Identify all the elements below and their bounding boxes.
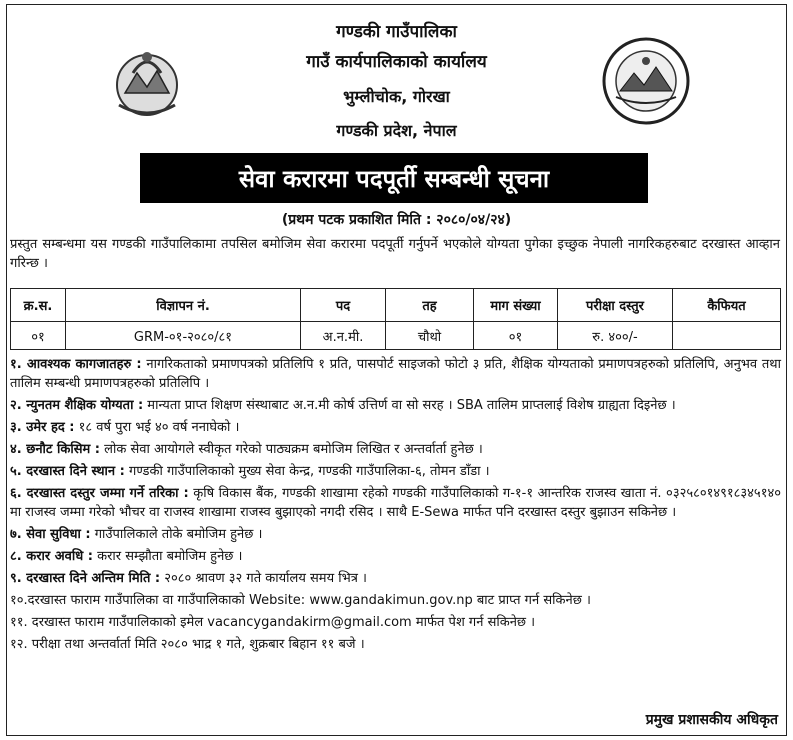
letterhead: [7, 5, 786, 155]
list-item: ७. सेवा सुविधा : गाउँपालिकाले तोके बमोजिम हुनेछ ।: [10, 527, 263, 542]
nepal-emblem-icon: [107, 43, 187, 123]
list-item: ८. करार अवधि : करार सम्झौता बमोजिम हुनेछ ।: [10, 549, 243, 564]
list-item: ५. दरखास्त दिने स्थान : गण्डकी गाउँपालिकाको मुख्य सेवा केन्द्र, गण्डकी गाउँपालिका-६, तोमन डाँडा ।: [10, 464, 490, 479]
col-post: पद: [301, 289, 386, 322]
col-serial: क्र.स.: [11, 289, 66, 322]
cell-advert-no: GRM-०१-२०८०/८१: [66, 322, 301, 350]
table-header-row: [11, 289, 781, 322]
col-exam-fee: परीक्षा दस्तुर: [558, 289, 673, 322]
cell-level: चौथो: [386, 322, 474, 350]
cell-remarks: [673, 322, 781, 350]
list-item: ९. दरखास्त दिने अन्तिम मिति : २०८० श्रावण ३२ गते कार्यालय समय भित्र ।: [10, 571, 367, 586]
col-level: तह: [386, 289, 474, 322]
office-location: भुम्लीचोक, गोरखा: [343, 87, 450, 106]
cell-post: अ.न.मी.: [301, 322, 386, 350]
list-item: ६. दरखास्त दस्तुर जम्मा गर्ने तरिका : कृषि विकास बैंक, गण्डकी शाखामा रहेको गण्डकी गाउँपालिकाको ग-१-१ आन्तरिक राजस्व खाता नं. ०३२५८०१४९१८३४५१४० मा राजस्व जम्मा गरेको भौचर वा राजस्व शाखामा राजस्व बुझाएको नगदी रसिद । साथै E-Sewa मार्फत पनि दरखास्त दस्तुर बुझाउन सकिनेछ ।: [10, 486, 781, 520]
list-item: ४. छनौट किसिम : लोक सेवा आयोगले स्वीकृत गरेको पाठ्यक्रम बमोजिम लिखित र अन्तर्वार्ता हुनेछ ।: [10, 442, 483, 457]
office-name: गाउँ कार्यपालिकाको कार्यालय: [306, 52, 487, 72]
col-remarks: कैफियत: [673, 289, 781, 322]
list-item: १०.दरखास्त फाराम गाउँपालिका वा गाउँपालिकाको Website: www.gandakimun.gov.np बाट प्राप्त गर्न सकिनेछ ।: [10, 593, 591, 608]
vacancy-table: [10, 288, 781, 350]
col-advert-no: विज्ञापन नं.: [66, 289, 301, 322]
cell-demand: ०१: [474, 322, 558, 350]
col-demand: माग संख्या: [474, 289, 558, 322]
municipality-seal-icon: [600, 35, 692, 127]
intro-paragraph: प्रस्तुत सम्बन्धमा यस गण्डकी गाउँपालिकामा तपसिल बमोजिम सेवा करारमा पदपूर्ती गर्नुपर्ने भएकोले योग्यता पुगेका इच्छुक नेपाली नागरिकहरुबाट दरखास्त आव्हान गरिन्छ ।: [10, 237, 780, 271]
published-date: (प्रथम पटक प्रकाशित मिति : २०८०/०४/२४): [281, 212, 512, 228]
list-item: १२. परीक्षा तथा अन्तर्वार्ता मिति २०८० भाद्र १ गते, शुक्रबार बिहान ११ बजे ।: [10, 637, 365, 652]
cell-serial: ०१: [11, 322, 66, 350]
list-item: १. आवश्यक कागजातहरु : नागरिकताको प्रमाणपत्रको प्रतिलिपि १ प्रति, पासपोर्ट साइजको फोटो ३ प्रति, शैक्षिक योग्यताको प्रमाणपत्रहरुको प्रतिलिपि, अनुभव तथा तालिम सम्बन्धी प्रमाणपत्रहरुको प्रतिलिपि ।: [10, 357, 781, 391]
conditions-list: [10, 355, 781, 657]
list-item: २. न्युनतम शैक्षिक योग्यता : मान्यता प्राप्त शिक्षण संस्थाबाट अ.न.मी कोर्ष उत्तिर्ण वा सो सरह । SBA तालिम प्राप्तलाई विशेष ग्राह्यता दिइनेछ ।: [10, 398, 676, 413]
cell-exam-fee: रु. ४००/-: [558, 322, 673, 350]
signatory-title: प्रमुख प्रशासकीय अधिकृत: [645, 712, 778, 728]
municipality-name: गण्डकी गाउँपालिका: [336, 22, 457, 42]
list-item: ३. उमेर हद : १८ वर्ष पुरा भई ४० वर्ष ननाघेको ।: [10, 420, 240, 435]
notice-page: [6, 4, 787, 736]
province-name: गण्डकी प्रदेश, नेपाल: [336, 121, 457, 140]
notice-title: सेवा करारमा पदपूर्ती सम्बन्धी सूचना: [140, 153, 648, 203]
list-item: ११. दरखास्त फाराम गाउँपालिकाको इमेल vacancygandakirm@gmail.com मार्फत पेश गर्न सकिनेछ ।: [10, 615, 536, 630]
table-row: [11, 322, 781, 350]
